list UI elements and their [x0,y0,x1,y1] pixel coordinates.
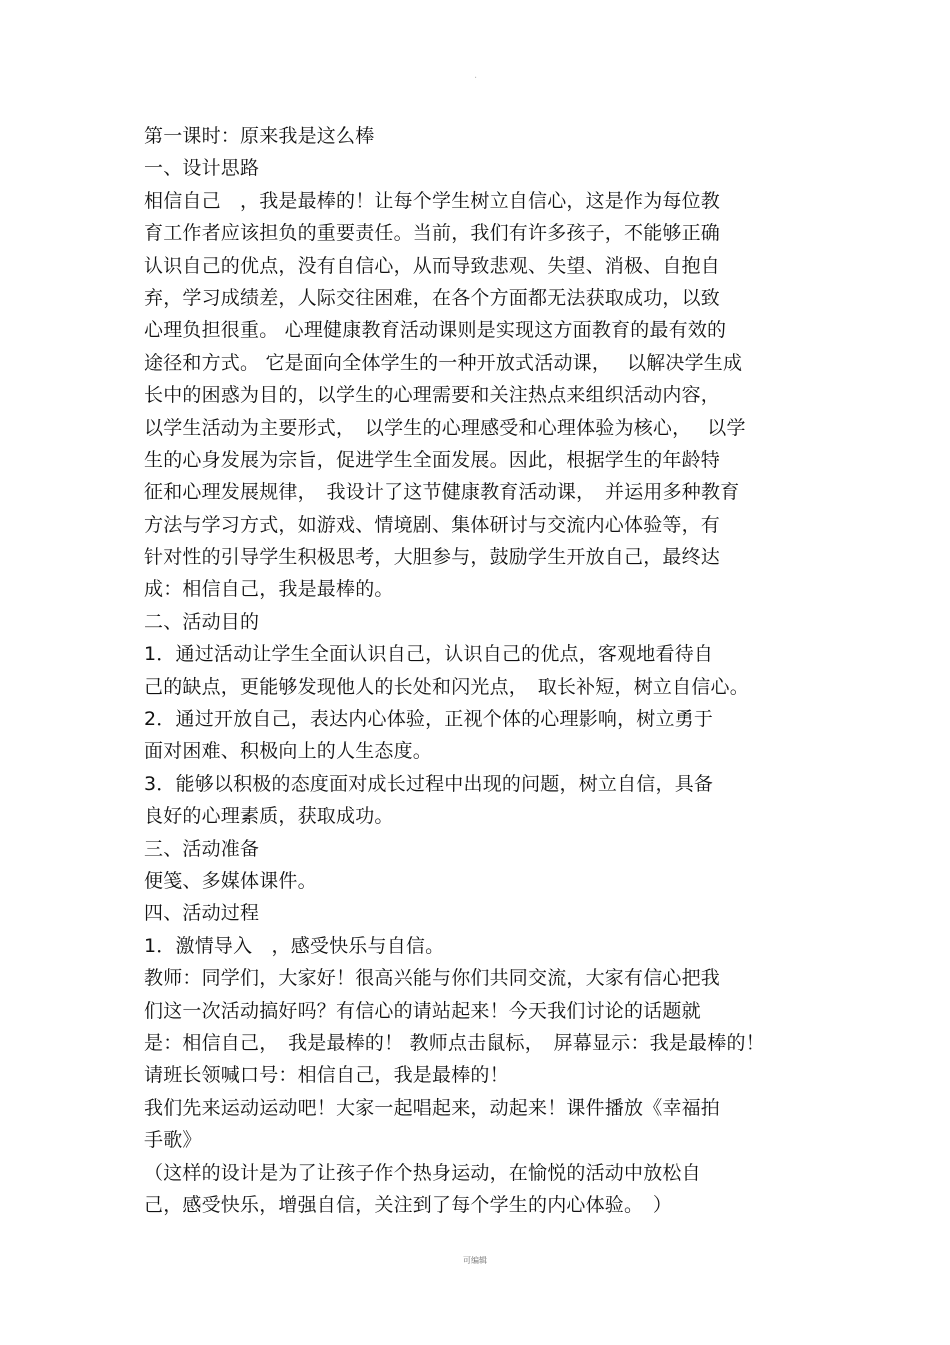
text-line: 三、活动准备 [144,837,260,860]
text-line: 是：相信自己， 我是最棒的！ 教师点击鼠标， 屏幕显示：我是最棒的！ [144,1031,765,1054]
text-line: （这样的设计是为了让孩子作个热身运动，在愉悦的活动中放松自 [144,1161,701,1184]
text-line: 们这一次活动搞好吗？有信心的请站起来！今天我们讨论的话题就 [144,999,701,1022]
text-line: 二、活动目的 [144,610,260,633]
text-line: 己，感受快乐，增强自信，关注到了每个学生的内心体验。 ） [144,1193,673,1216]
text-line: 一、设计思路 [144,157,260,180]
text-line: 我们先来运动运动吧！大家一起唱起来，动起来！课件播放《幸福拍 [144,1096,721,1119]
document-body [144,120,814,1221]
text-line: 成：相信自己，我是最棒的。 [144,578,394,601]
text-line: 请班长领喊口号：相信自己，我是最棒的！ [144,1064,509,1087]
text-line: 良好的心理素质，获取成功。 [144,805,394,828]
text-line: 方法与学习方式，如游戏、情境剧、集体研讨与交流内心体验等，有 [144,513,721,536]
header-mark: . [474,70,478,81]
text-line: 生的心身发展为宗旨，促进学生全面发展。因此，根据学生的年龄特 [144,448,721,471]
text-line: 教师：同学们，大家好！很高兴能与你们共同交流，大家有信心把我 [144,967,721,990]
text-line: 弃，学习成绩差，人际交往困难，在各个方面都无法获取成功，以致 [144,286,721,309]
text-line: 育工作者应该担负的重要责任。当前，我们有许多孩子，不能够正确 [144,222,721,245]
text-line: 长中的困惑为目的，以学生的心理需要和关注热点来组织活动内容， [144,384,721,407]
text-line: 途径和方式。 它是面向全体学生的一种开放式活动课， 以解决学生成 [144,351,743,374]
text-line: 3．能够以积极的态度面对成长过程中出现的问题，树立自信，具备 [144,772,714,795]
text-line: 第一课时：原来我是这么棒 [144,125,375,147]
text-line: 心理负担很重。 心理健康教育活动课则是实现这方面教育的最有效的 [144,319,727,342]
footer-note: 可编辑 [463,1256,487,1265]
text-line: 相信自己 ，我是最棒的！让每个学生树立自信心，这是作为每位教 [144,189,721,212]
text-line: 征和心理发展规律， 我设计了这节健康教育活动课， 并运用多种教育 [144,481,740,504]
text-line: 以学生活动为主要形式， 以学生的心理感受和心理体验为核心， 以学 [144,416,746,439]
text-line: 手歌》 [144,1129,202,1152]
text-line: 四、活动过程 [144,902,260,925]
text-line: 1．通过活动让学生全面认识自己，认识自己的优点，客观地看待自 [144,643,714,666]
text-line: 1．激情导入 ，感受快乐与自信。 [144,934,445,957]
text-line: 面对困难、积极向上的人生态度。 [144,740,433,763]
text-line: 2．通过开放自己，表达内心体验，正视个体的心理影响，树立勇于 [144,708,714,731]
text-line: 己的缺点，更能够发现他人的长处和闪光点， 取长补短，树立自信心。 [144,675,749,698]
text-line: 认识自己的优点，没有自信心，从而导致悲观、失望、消极、自抱自 [144,254,721,277]
text-line: 针对性的引导学生积极思考，大胆参与，鼓励学生开放自己，最终达 [144,546,721,569]
text-line: 便笺、多媒体课件。 [144,869,317,892]
